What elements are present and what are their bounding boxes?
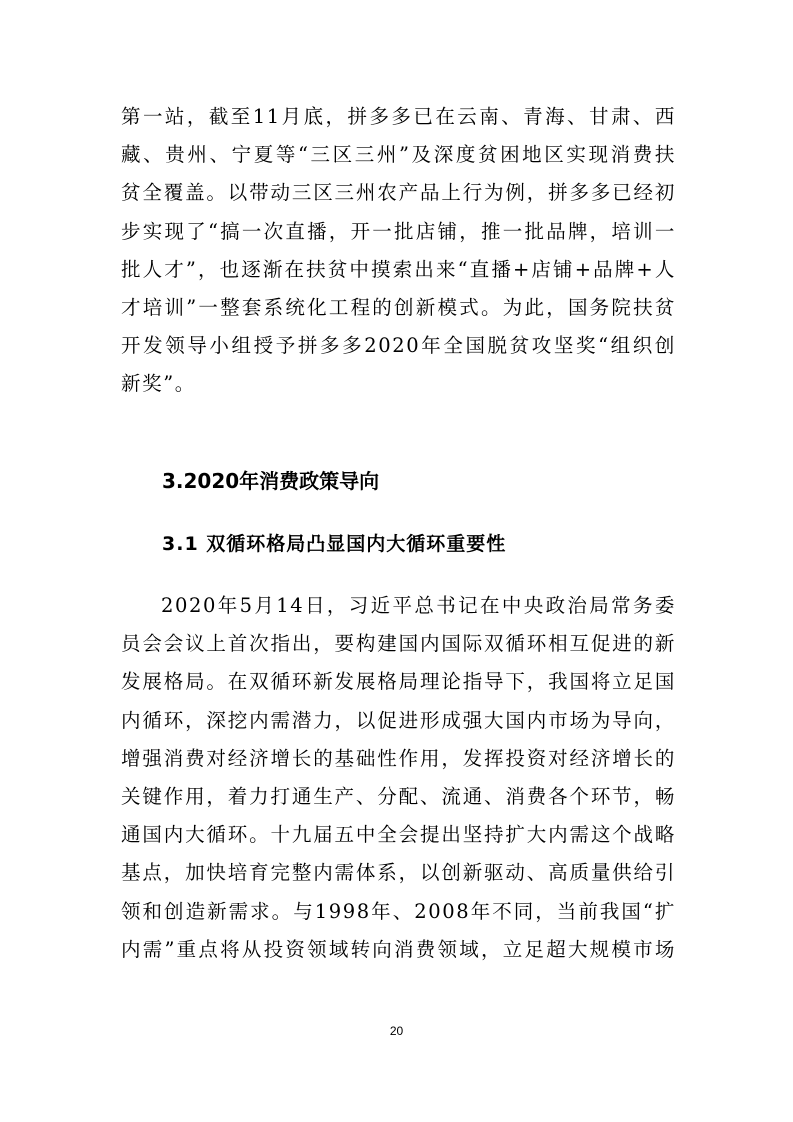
section-heading: 3.2020年消费政策导向 xyxy=(162,469,380,493)
body-paragraph-1 xyxy=(121,98,676,404)
text-line: 才培训”一整套系统化工程的创新模式。为此，国务院扶贫 xyxy=(121,296,676,320)
text-line: 2020年5月14日，习近平总书记在中央政治局常务委 xyxy=(161,594,676,617)
text-line: 步实现了“搞一次直播，开一批店铺，推一批品牌，培训一 xyxy=(121,219,676,243)
text-line: 第一站，截至11月底，拼多多已在云南、青海、甘肃、西 xyxy=(121,105,676,128)
text-line: 新奖”。 xyxy=(121,372,196,396)
text-line: 员会会议上首次指出，要构建国内国际双循环相互促进的新 xyxy=(121,632,676,656)
text-line: 通国内大循环。十九届五中全会提出坚持扩大内需这个战略 xyxy=(121,823,676,847)
text-line: 发展格局。在双循环新发展格局理论指导下，我国将立足国 xyxy=(121,670,676,694)
text-line: 内需”重点将从投资领域转向消费领域，立足超大规模市场 xyxy=(121,937,676,961)
text-line: 基点，加快培育完整内需体系，以创新驱动、高质量供给引 xyxy=(121,861,676,885)
body-paragraph-2 xyxy=(121,587,676,969)
subsection-heading: 3.1 双循环格局凸显国内大循环重要性 xyxy=(162,533,507,555)
text-line: 批人才”，也逐渐在扶贫中摸索出来“直播+店铺+品牌+人 xyxy=(121,257,676,281)
text-line: 藏、贵州、宁夏等“三区三州”及深度贫困地区实现消费扶 xyxy=(121,143,676,167)
text-line: 关键作用，着力打通生产、分配、流通、消费各个环节，畅 xyxy=(121,785,676,809)
text-line: 领和创造新需求。与1998年、2008年不同，当前我国“扩 xyxy=(121,899,676,923)
text-line: 贫全覆盖。以带动三区三州农产品上行为例，拼多多已经初 xyxy=(121,181,676,205)
text-line: 增强消费对经济增长的基础性作用，发挥投资对经济增长的 xyxy=(121,746,676,770)
text-line: 内循环，深挖内需潜力，以促进形成强大国内市场为导向， xyxy=(121,708,676,732)
text-line: 开发领导小组授予拼多多2020年全国脱贫攻坚奖“组织创 xyxy=(121,334,676,358)
page-number: 20 xyxy=(389,1024,404,1038)
